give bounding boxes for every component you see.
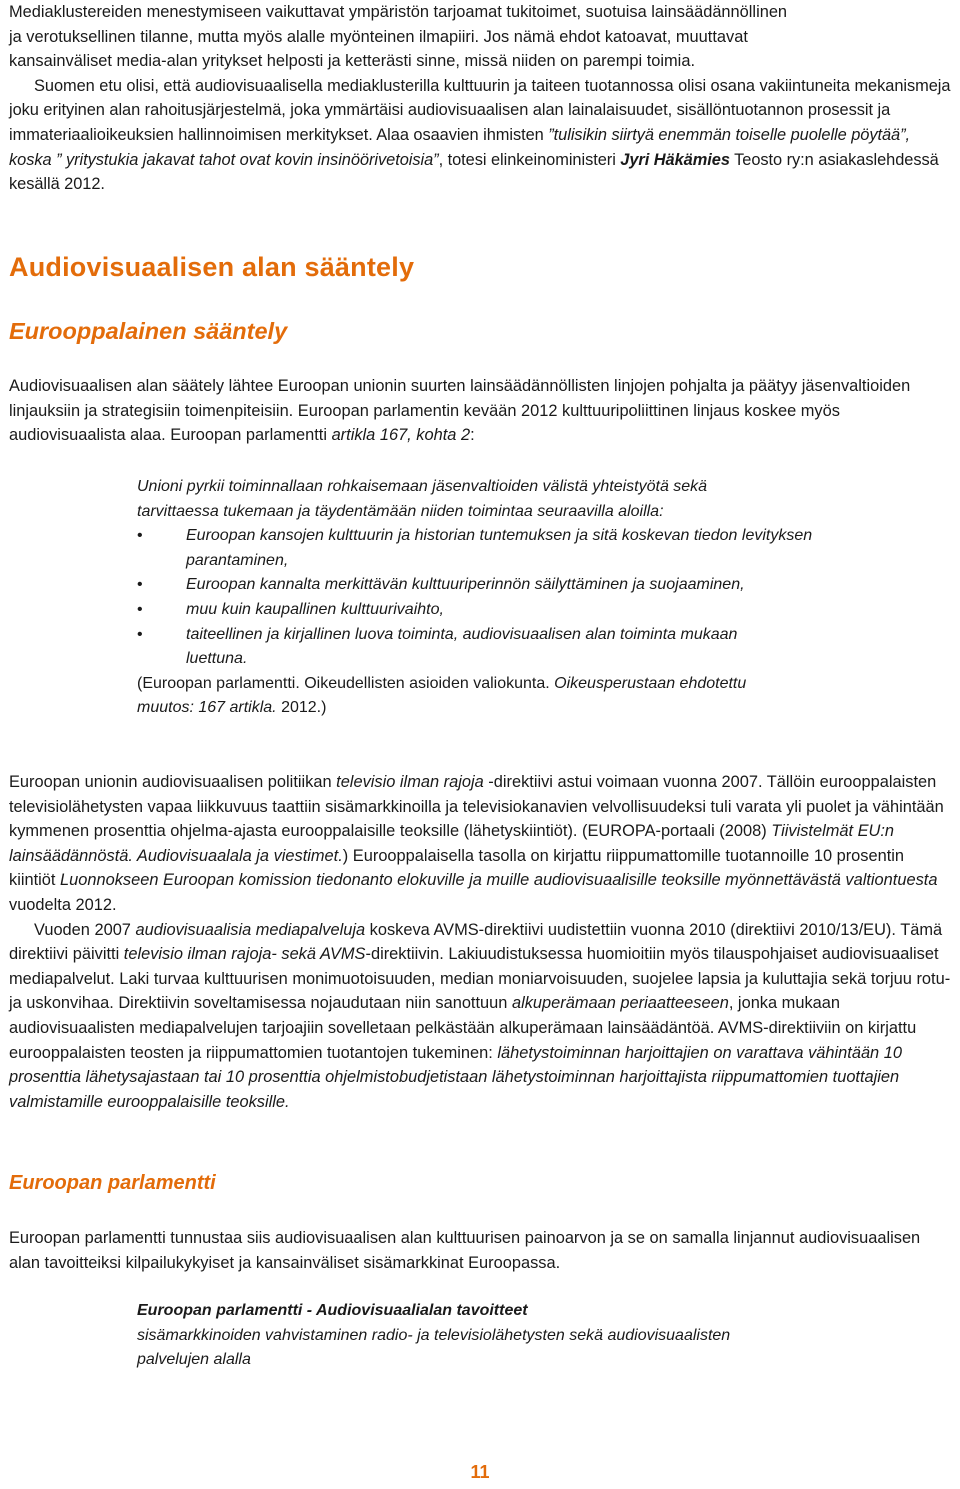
heading-audiovisual-regulation: Audiovisuaalisen alan sääntely xyxy=(9,252,415,282)
avms-section xyxy=(9,770,953,1114)
article-quote: Unioni pyrkii toiminnallaan rohkaisemaan jäsenvaltioiden välistä yhteistyötä sekä tarvittaessa tukemaan ja täydentämään niiden toimintaa seuraavilla aloilla: • Euroopan kansojen kulttuurin ja historian tuntemuksen ja sitä koskevan tiedon levityksen parantaminen, • Euroopan kannalta merkittävän kulttuuriperinnön säilyttäminen ja suojaaminen, • muu kuin kaupallinen kulttuurivaihto, • taiteellinen ja kirjallinen luova toiminta, audiovisuaalisen alan toiminta mukaan luettuna. (Euroopan parlamentti. Oikeudellisten asioiden valiokunta. Oikeusperustaan ehdotettu muutos: 167 artikla. 2012.) xyxy=(137,475,837,721)
list-item: • taiteellinen ja kirjallinen luova toiminta, audiovisuaalisen alan toiminta mukaan luettuna. xyxy=(137,623,837,672)
article-list xyxy=(137,524,837,672)
minister-name: Jyri Häkämies xyxy=(620,150,730,169)
ep-goals-box: Euroopan parlamentti - Audiovisuaalialan tavoitteet sisämarkkinoiden vahvistaminen radio- ja televisiolähetysten sekä audiovisuaalisten palvelujen alalla xyxy=(137,1302,731,1369)
bullet-icon: • xyxy=(137,625,143,643)
intro-p1-line2: ja verotuksellinen tilanne, mutta myös alalle myönteinen ilmapiiri. Jos nämä ehdot katoavat, muuttavat xyxy=(9,27,748,46)
list-item: • muu kuin kaupallinen kulttuurivaihto, xyxy=(137,598,837,623)
intro-paragraph-1 xyxy=(9,0,953,74)
list-item: • Euroopan kannalta merkittävän kulttuuriperinnön säilyttäminen ja suojaaminen, xyxy=(137,573,837,598)
quote-source: (Euroopan parlamentti. Oikeudellisten asioiden valiokunta. Oikeusperustaan ehdotettu muutos: 167 artikla. 2012.) xyxy=(137,674,747,717)
eu-regulation-paragraph: Audiovisuaalisen alan säätely lähtee Euroopan unionin suurten lainsäädännöllisten linjojen pohjalta ja päätyy jäsenvaltioiden linjauksiin ja strategisiin toimenpiteisiin. Euroopan parlamentin kevään 2012 kulttuuripoliittinen linjaus koskee myös audiovisuaalista alaa. Euroopan parlamentti artikla 167, kohta 2: xyxy=(9,377,911,445)
minister-quote: ”tulisikin siirtyä enemmän toiselle puolelle pöytää”, koska ” yritystukia jakavat tahot ovat kovin insinöörivetoisia” xyxy=(9,125,911,169)
list-item: • Euroopan kansojen kulttuurin ja historian tuntemuksen ja sitä koskevan tiedon levityksen parantaminen, xyxy=(137,524,837,573)
avms-paragraph-1: Euroopan unionin audiovisuaalisen politiikan televisio ilman rajoja -direktiivi astui voimaan vuonna 2007. Tällöin eurooppalaisten televisiolähetysten vapaa liikkuvuus taattiin sisämarkkinoilla ja televisiokanavien velvollisuudeksi tuli varata yli puolet ja vähintään kymmenen prosenttia ohjelma-ajasta eurooppalaisille teoksille (lähetyskiintiöt). (EUROPA-portaali (2008) Tiivistelmät EU:n lainsäädännöstä. Audiovisuaalala ja viestimet.) Eurooppalaisella tasolla on kirjattu riippumattomille tuotannoille 10 prosentin kiintiöt Luonnokseen Euroopan komission tiedonanto elokuville ja muille audiovisuaalisille teoksille myönnettävästä valtiontuesta vuodelta 2012. xyxy=(9,773,944,914)
intro-section xyxy=(9,0,953,197)
bullet-icon: • xyxy=(137,576,143,594)
intro-paragraph-2: Suomen etu olisi, että audiovisuaalisella mediaklusterilla kulttuurin ja taiteen tuotannossa olisi osana vakiintuneita mekanismeja joku erityinen alan rahoitusjärjestelmä, joka ymmärtäisi audiovisuaalisen alan lainalaisuudet, sisällöntuotannon prosessit ja immateriaalioikeuksien hallinnoimisen merkitykset. Alaa osaavien ihmisten ”tulisikin siirtyä enemmän toiselle puolelle pöytää”, koska ” yritystukia jakavat tahot ovat kovin insinöörivetoisia”, totesi elinkeinoministeri Jyri Häkämies Teosto ry:n asiakaslehdessä kesällä 2012. xyxy=(9,76,951,194)
heading-european-regulation: Eurooppalainen sääntely xyxy=(9,318,288,344)
bullet-icon: • xyxy=(137,527,143,545)
intro-p1-line1: Mediaklustereiden menestymiseen vaikuttavat ympäristön tarjoamat tukitoimet, suotuisa lainsäädännöllinen xyxy=(9,3,788,21)
ep-goals-title: Euroopan parlamentti - Audiovisuaalialan tavoitteet xyxy=(137,1302,528,1319)
bullet-icon: • xyxy=(137,600,143,618)
intro-p1-line3: kansainväliset media-alan yritykset helposti ja ketterästi sinne, missä niiden on parempi toimia. xyxy=(9,52,695,71)
ep-paragraph: Euroopan parlamentti tunnustaa siis audiovisuaalisen alan kulttuurisen painoarvon ja se on samalla linjannut audiovisuaalisen alan tavoitteiksi kilpailukykyiset ja kansainväliset sisämarkkinat Euroopassa. xyxy=(9,1229,921,1272)
article-ref: artikla 167, kohta 2 xyxy=(331,426,471,445)
avms-paragraph-2: Vuoden 2007 audiovisuaalisia mediapalveluja koskeva AVMS-direktiivi uudistettiin vuonna 2010 (direktiivi 2010/13/EU). Tämä direktiivi päivitti televisio ilman rajoja- sekä AVMS-direktiivin. Lakiuudistuksessa huomioitiin myös tilauspohjaiset audiovisuaaliset mediapalvelut. Laki turvaa kulttuurisen monimuotoisuuden, median moniarvoisuuden, suojelee lapsia ja kuluttajia sekä torjuu rotu- ja uskonvihaa. Direktiivin soveltamisessa nojaudutaan niin sanottuun alkuperämaan periaatteeseen, jonka mukaan audiovisuaalisten mediapalvelujen tarjoajiin sovelletaan pelkästään alkuperämaan lainsäädäntöä. AVMS-direktiiviin on kirjattu eurooppalaisten teosten ja riippumattomien tuotantojen tukeminen: lähetystoiminnan harjoittajien on varattava vähintään 10 prosenttia lähetysajastaan tai 10 prosenttia ohjelmistobudjetistaan lähetystoiminnan harjoittajista riippumattomien tuottajien valmistamille eurooppalaisille teoksille. xyxy=(9,920,951,1111)
heading-european-parliament: Euroopan parlamentti xyxy=(9,1172,216,1194)
page-number: 11 xyxy=(470,1462,490,1482)
